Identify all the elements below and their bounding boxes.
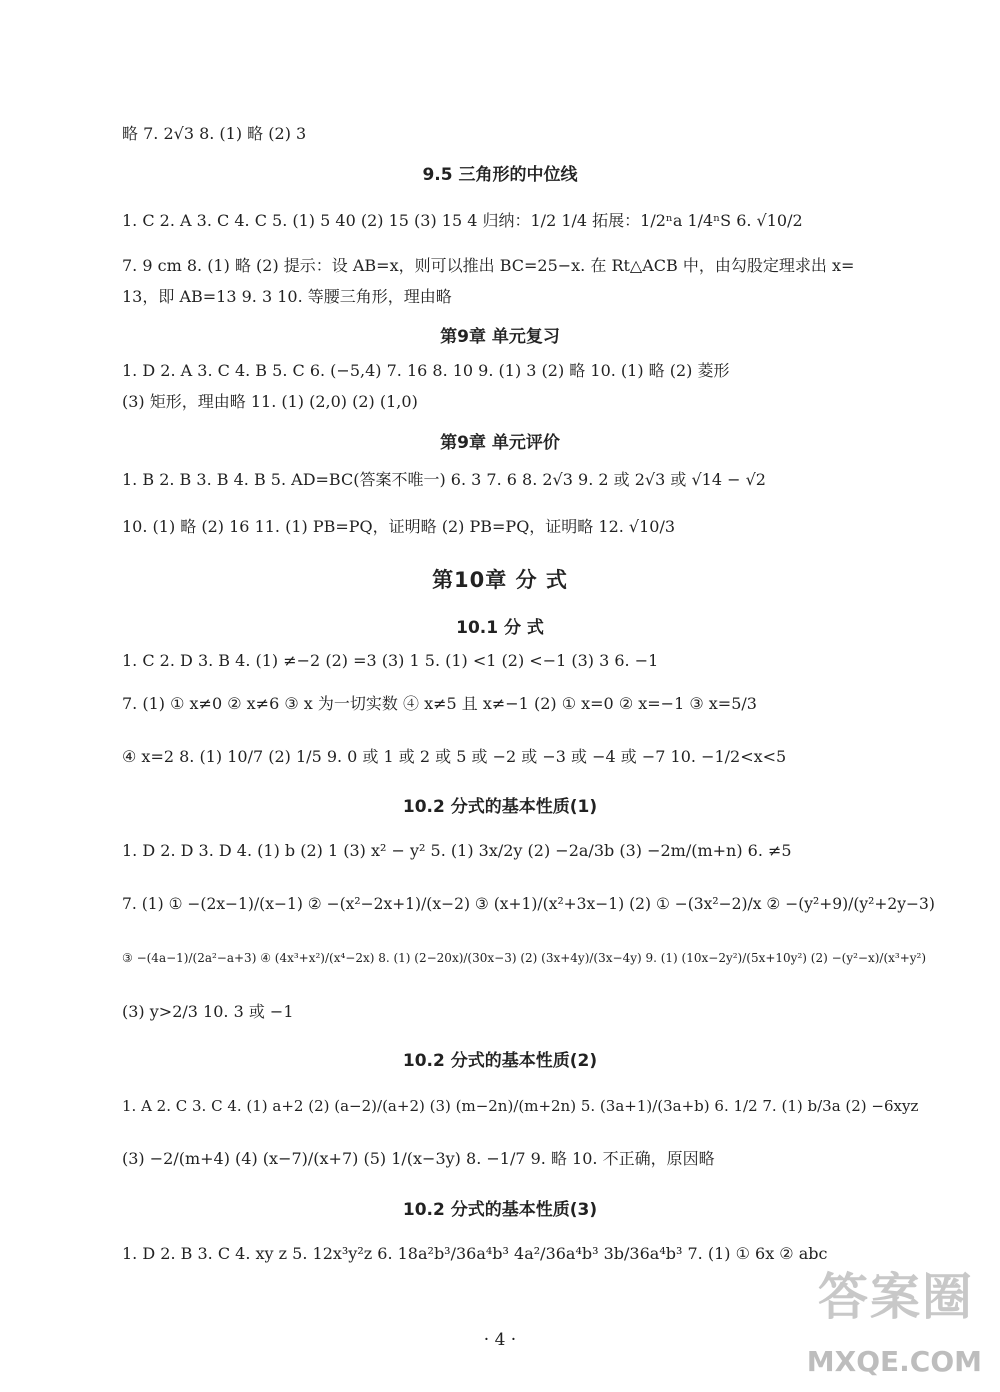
answer-line: 1. D 2. B 3. C 4. xy z 5. 12x³y²z 6. 18a²b³/36a⁴b³ 4a²/36a⁴b³ 3b/36a⁴b³ 7. (1) ① 6x ② abc [122, 1244, 828, 1263]
answer-line: (3) 矩形，理由略 11. (1) (2,0) (2) (1,0) [122, 392, 418, 411]
section-heading: 9.5 三角形的中位线 [422, 165, 578, 185]
answer-line: (3) −2/(m+4) (4) (x−7)/(x+7) (5) 1/(x−3y) 8. −1/7 9. 略 10. 不正确，原因略 [122, 1149, 715, 1168]
answer-line: 7. (1) ① −(2x−1)/(x−1) ② −(x²−2x+1)/(x−2) ③ (x+1)/(x²+3x−1) (2) ① −(3x²−2)/x ② −(y²+9)/(y²+2y−3) [122, 895, 935, 913]
answer-line: 13，即 AB=13 9. 3 10. 等腰三角形，理由略 [122, 287, 452, 306]
watermark [802, 1258, 986, 1378]
answer-line: ③ −(4a−1)/(2a²−a+3) ④ (4x³+x²)/(x⁴−2x) 8. (1) (2−20x)/(30x−3) (2) (3x+4y)/(3x−4y) 9. (1) (10x−2y²)/(5x+10y²) (2) −(y²−x)/(x³+y²) [122, 951, 927, 965]
section-heading: 10.2 分式的基本性质(3) [402, 1200, 598, 1220]
answer-line: 7. (1) ① x≠0 ② x≠6 ③ x 为一切实数 ④ x≠5 且 x≠−1 (2) ① x=0 ② x=−1 ③ x=5/3 [122, 694, 757, 713]
section-heading: 第9章 单元评价 [440, 433, 560, 453]
answer-line: 1. A 2. C 3. C 4. (1) a+2 (2) (a−2)/(a+2) (3) (m−2n)/(m+2n) 5. (3a+1)/(3a+b) 6. 1/2 7. (1) b/3a (2) −6xyz [122, 1097, 919, 1115]
watermark-logo: 答案圈 [818, 1268, 974, 1326]
section-heading: 第9章 单元复习 [440, 327, 560, 347]
watermark-url: MXQE.COM [806, 1345, 982, 1378]
answer-line: ④ x=2 8. (1) 10/7 (2) 1/5 9. 0 或 1 或 2 或 5 或 −2 或 −3 或 −4 或 −7 10. −1/2<x<5 [122, 747, 787, 766]
answer-line: 1. C 2. D 3. B 4. (1) ≠−2 (2) =3 (3) 1 5. (1) <1 (2) <−1 (3) 3 6. −1 [122, 651, 659, 670]
section-heading: 10.2 分式的基本性质(1) [402, 797, 598, 817]
section-heading: 10.1 分 式 [456, 618, 544, 638]
answer-line: 略 7. 2√3 8. (1) 略 (2) 3 [122, 124, 307, 143]
answer-line: 1. C 2. A 3. C 4. C 5. (1) 5 40 (2) 15 (3) 15 4 归纳：1/2 1/4 拓展：1/2ⁿa 1/4ⁿS 6. √10/2 [122, 211, 803, 230]
answer-line: 10. (1) 略 (2) 16 11. (1) PB=PQ，证明略 (2) PB=PQ，证明略 12. √10/3 [122, 517, 676, 536]
chapter-title: 第10章 分 式 [432, 568, 568, 592]
answer-line: (3) y>2/3 10. 3 或 −1 [122, 1002, 294, 1021]
section-heading: 10.2 分式的基本性质(2) [402, 1051, 598, 1071]
answer-line: 1. B 2. B 3. B 4. B 5. AD=BC(答案不唯一) 6. 3 7. 6 8. 2√3 9. 2 或 2√3 或 √14 − √2 [122, 470, 766, 489]
answer-line: 7. 9 cm 8. (1) 略 (2) 提示：设 AB=x，则可以推出 BC=25−x. 在 Rt△ACB 中，由勾股定理求出 x= [122, 256, 855, 275]
answer-line: 1. D 2. A 3. C 4. B 5. C 6. (−5,4) 7. 16 8. 10 9. (1) 3 (2) 略 10. (1) 略 (2) 菱形 [122, 361, 730, 380]
page-number: · 4 · [483, 1330, 517, 1350]
answer-line: 1. D 2. D 3. D 4. (1) b (2) 1 (3) x² − y² 5. (1) 3x/2y (2) −2a/3b (3) −2m/(m+n) 6. ≠5 [122, 841, 792, 860]
